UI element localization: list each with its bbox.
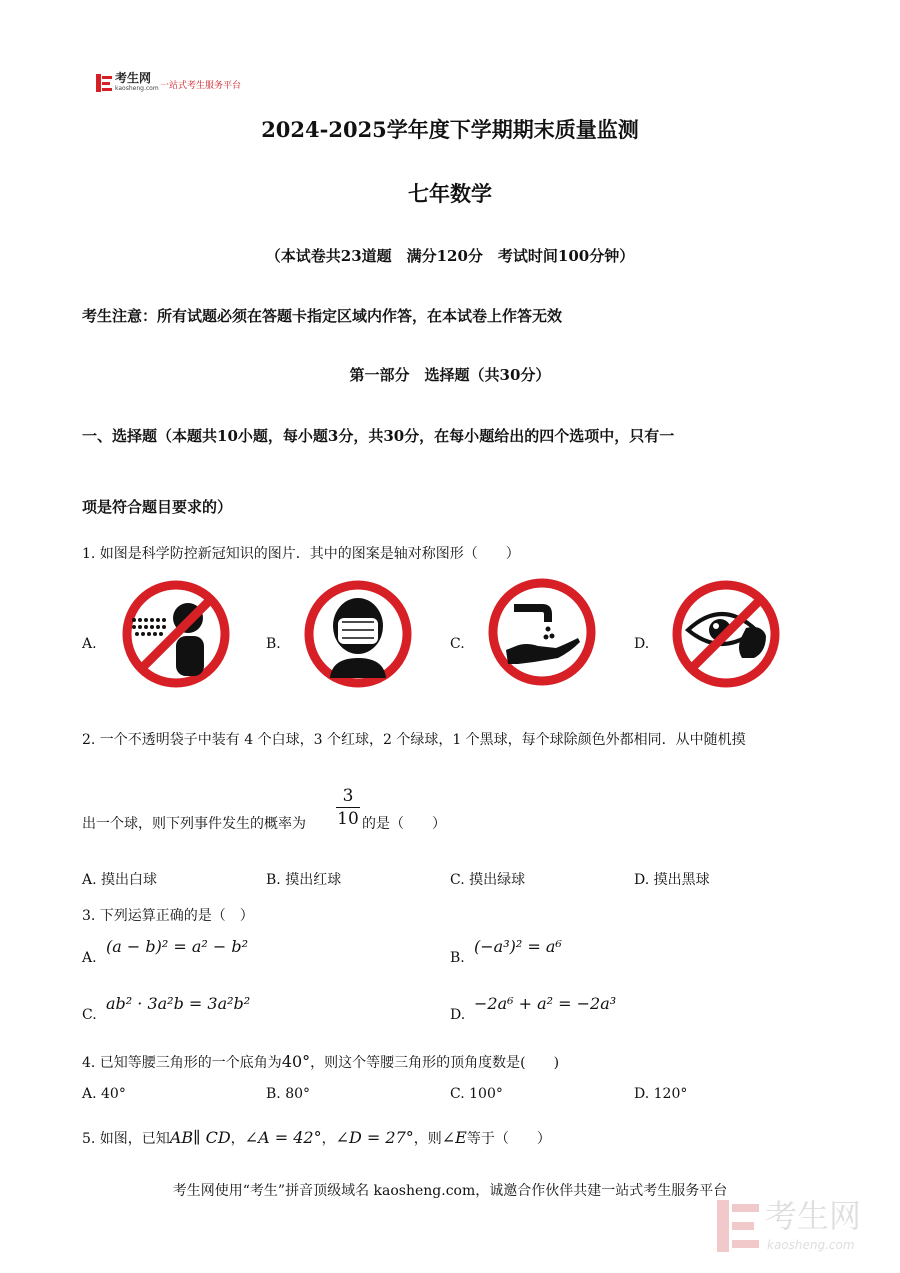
part-title: 第一部分 选择题（共30分） bbox=[349, 366, 551, 384]
q2-option-b-text: 摸出红球 bbox=[285, 872, 342, 888]
site-logo[interactable] bbox=[96, 72, 266, 94]
q4-option-c-letter: C. bbox=[450, 1086, 465, 1102]
q5-condition-parallel: AB∥ CD bbox=[169, 1128, 231, 1147]
logo-mark-icon bbox=[96, 74, 112, 92]
question-3-text: 3. 下列运算正确的是（ ） bbox=[82, 908, 254, 924]
q1-option-b-label: B. bbox=[266, 636, 281, 652]
q4-text-pre: 4. 已知等腰三角形的一个底角为 bbox=[82, 1055, 282, 1071]
question-2-line2-post: 的是（ ） bbox=[362, 816, 446, 832]
no-spraying-sign-icon bbox=[120, 578, 232, 690]
q3-option-c-expression: ab² · 3a²b = 3a²b² bbox=[106, 994, 251, 1013]
q2-option-c-letter: C. bbox=[450, 872, 465, 888]
q2-option-d-text: 摸出黑球 bbox=[653, 872, 710, 888]
q4-option-b-text: 80° bbox=[285, 1086, 311, 1102]
q4-base-angle: 40° bbox=[281, 1052, 311, 1071]
exam-title: 2024-2025学年度下学期期末质量监测 bbox=[261, 117, 639, 142]
logo-domain: kaosheng.com bbox=[115, 85, 159, 92]
q4-option-c bbox=[450, 1086, 503, 1102]
exam-notice: 考生注意：所有试题必须在答题卡指定区域内作答，在本试卷上作答无效 bbox=[82, 307, 563, 325]
no-eye-touching-sign-icon bbox=[670, 578, 782, 690]
q5-target-angle: ∠E bbox=[441, 1128, 467, 1147]
q2-option-d bbox=[634, 869, 710, 889]
mask-wearing-sign-icon bbox=[302, 578, 414, 690]
exam-info: （本试卷共23道题 满分120分 考试时间100分钟） bbox=[265, 247, 635, 265]
q4-option-a-letter: A. bbox=[82, 1086, 97, 1102]
q2-option-b bbox=[266, 869, 341, 889]
watermark-logo bbox=[717, 1198, 887, 1258]
q4-option-b-letter: B. bbox=[266, 1086, 281, 1102]
question-2-line1: 2. 一个不透明袋子中装有 4 个白球，3 个红球，2 个绿球，1 个黑球，每个球除颜色外都相同．从中随机摸 bbox=[82, 732, 746, 748]
section-heading-line1: 一、选择题（本题共10小题，每小题3分，共30分，在每小题给出的四个选项中，只有一 bbox=[82, 427, 675, 445]
probability-fraction bbox=[336, 786, 360, 829]
q2-option-b-letter: B. bbox=[266, 872, 281, 888]
q4-text-post: ，则这个等腰三角形的顶角度数是( ) bbox=[310, 1055, 560, 1071]
q1-option-c-label: C. bbox=[450, 636, 465, 652]
q1-option-a-label: A. bbox=[82, 636, 97, 652]
logo-name: 考生网 bbox=[115, 71, 152, 85]
q4-option-b bbox=[266, 1086, 310, 1102]
q4-option-c-text: 100° bbox=[469, 1086, 503, 1102]
logo-slogan: 一站式考生服务平台 bbox=[160, 81, 242, 91]
q4-option-a-text: 40° bbox=[101, 1086, 126, 1102]
q1-option-d-label: D. bbox=[634, 636, 650, 652]
fraction-bar bbox=[336, 807, 360, 808]
q3-option-b-letter: B. bbox=[450, 950, 465, 966]
watermark-mark-icon bbox=[717, 1200, 759, 1252]
watermark-domain: kaosheng.com bbox=[767, 1238, 855, 1252]
watermark-name: 考生网 bbox=[765, 1197, 862, 1235]
q3-option-d-letter: D. bbox=[450, 1007, 466, 1023]
question-4-text bbox=[82, 1052, 559, 1072]
section-heading-line2: 项是符合题目要求的） bbox=[82, 498, 233, 516]
question-2-line2-pre: 出一个球，则下列事件发生的概率为 bbox=[82, 816, 306, 832]
q4-option-d bbox=[634, 1086, 687, 1102]
q3-option-d-expression: −2a⁶ + a² = −2a³ bbox=[474, 994, 617, 1013]
q3-option-a-letter: A. bbox=[82, 950, 97, 966]
q4-option-d-text: 120° bbox=[653, 1086, 688, 1102]
q5-sep2: ， bbox=[321, 1131, 336, 1147]
q2-option-c bbox=[450, 869, 525, 889]
question-1-text: 1. 如图是科学防控新冠知识的图片．其中的图案是轴对称图形（ ） bbox=[82, 546, 520, 562]
q5-condition-angle-a: ∠A = 42° bbox=[244, 1128, 322, 1147]
q5-pre: 5. 如图，已知 bbox=[82, 1131, 170, 1147]
q4-option-d-letter: D. bbox=[634, 1086, 650, 1102]
q4-option-a bbox=[82, 1086, 126, 1102]
q3-option-b-expression: (−a³)² = a⁶ bbox=[474, 937, 562, 956]
q2-option-c-text: 摸出绿球 bbox=[469, 872, 526, 888]
q2-option-a-letter: A. bbox=[82, 872, 97, 888]
q2-option-a-text: 摸出白球 bbox=[101, 872, 158, 888]
q2-option-a bbox=[82, 869, 157, 889]
q5-sep3: ，则 bbox=[413, 1131, 442, 1147]
q2-option-d-letter: D. bbox=[634, 872, 650, 888]
fraction-numerator: 3 bbox=[342, 786, 354, 806]
fraction-denominator: 10 bbox=[337, 809, 359, 829]
q3-option-a-expression: (a − b)² = a² − b² bbox=[106, 937, 249, 956]
q5-condition-angle-d: ∠D = 27° bbox=[335, 1128, 414, 1147]
question-5-text bbox=[82, 1128, 551, 1148]
page-footer: 考生网使用“考生”拼音顶级域名 kaosheng.com，诚邀合作伙伴共建一站式考生服务平台 bbox=[172, 1183, 728, 1199]
q3-option-c-letter: C. bbox=[82, 1007, 97, 1023]
exam-subject: 七年数学 bbox=[408, 181, 492, 206]
q5-sep1: ， bbox=[230, 1131, 245, 1147]
q5-post: 等于（ ） bbox=[466, 1131, 551, 1147]
hand-washing-sign-icon bbox=[486, 576, 598, 688]
